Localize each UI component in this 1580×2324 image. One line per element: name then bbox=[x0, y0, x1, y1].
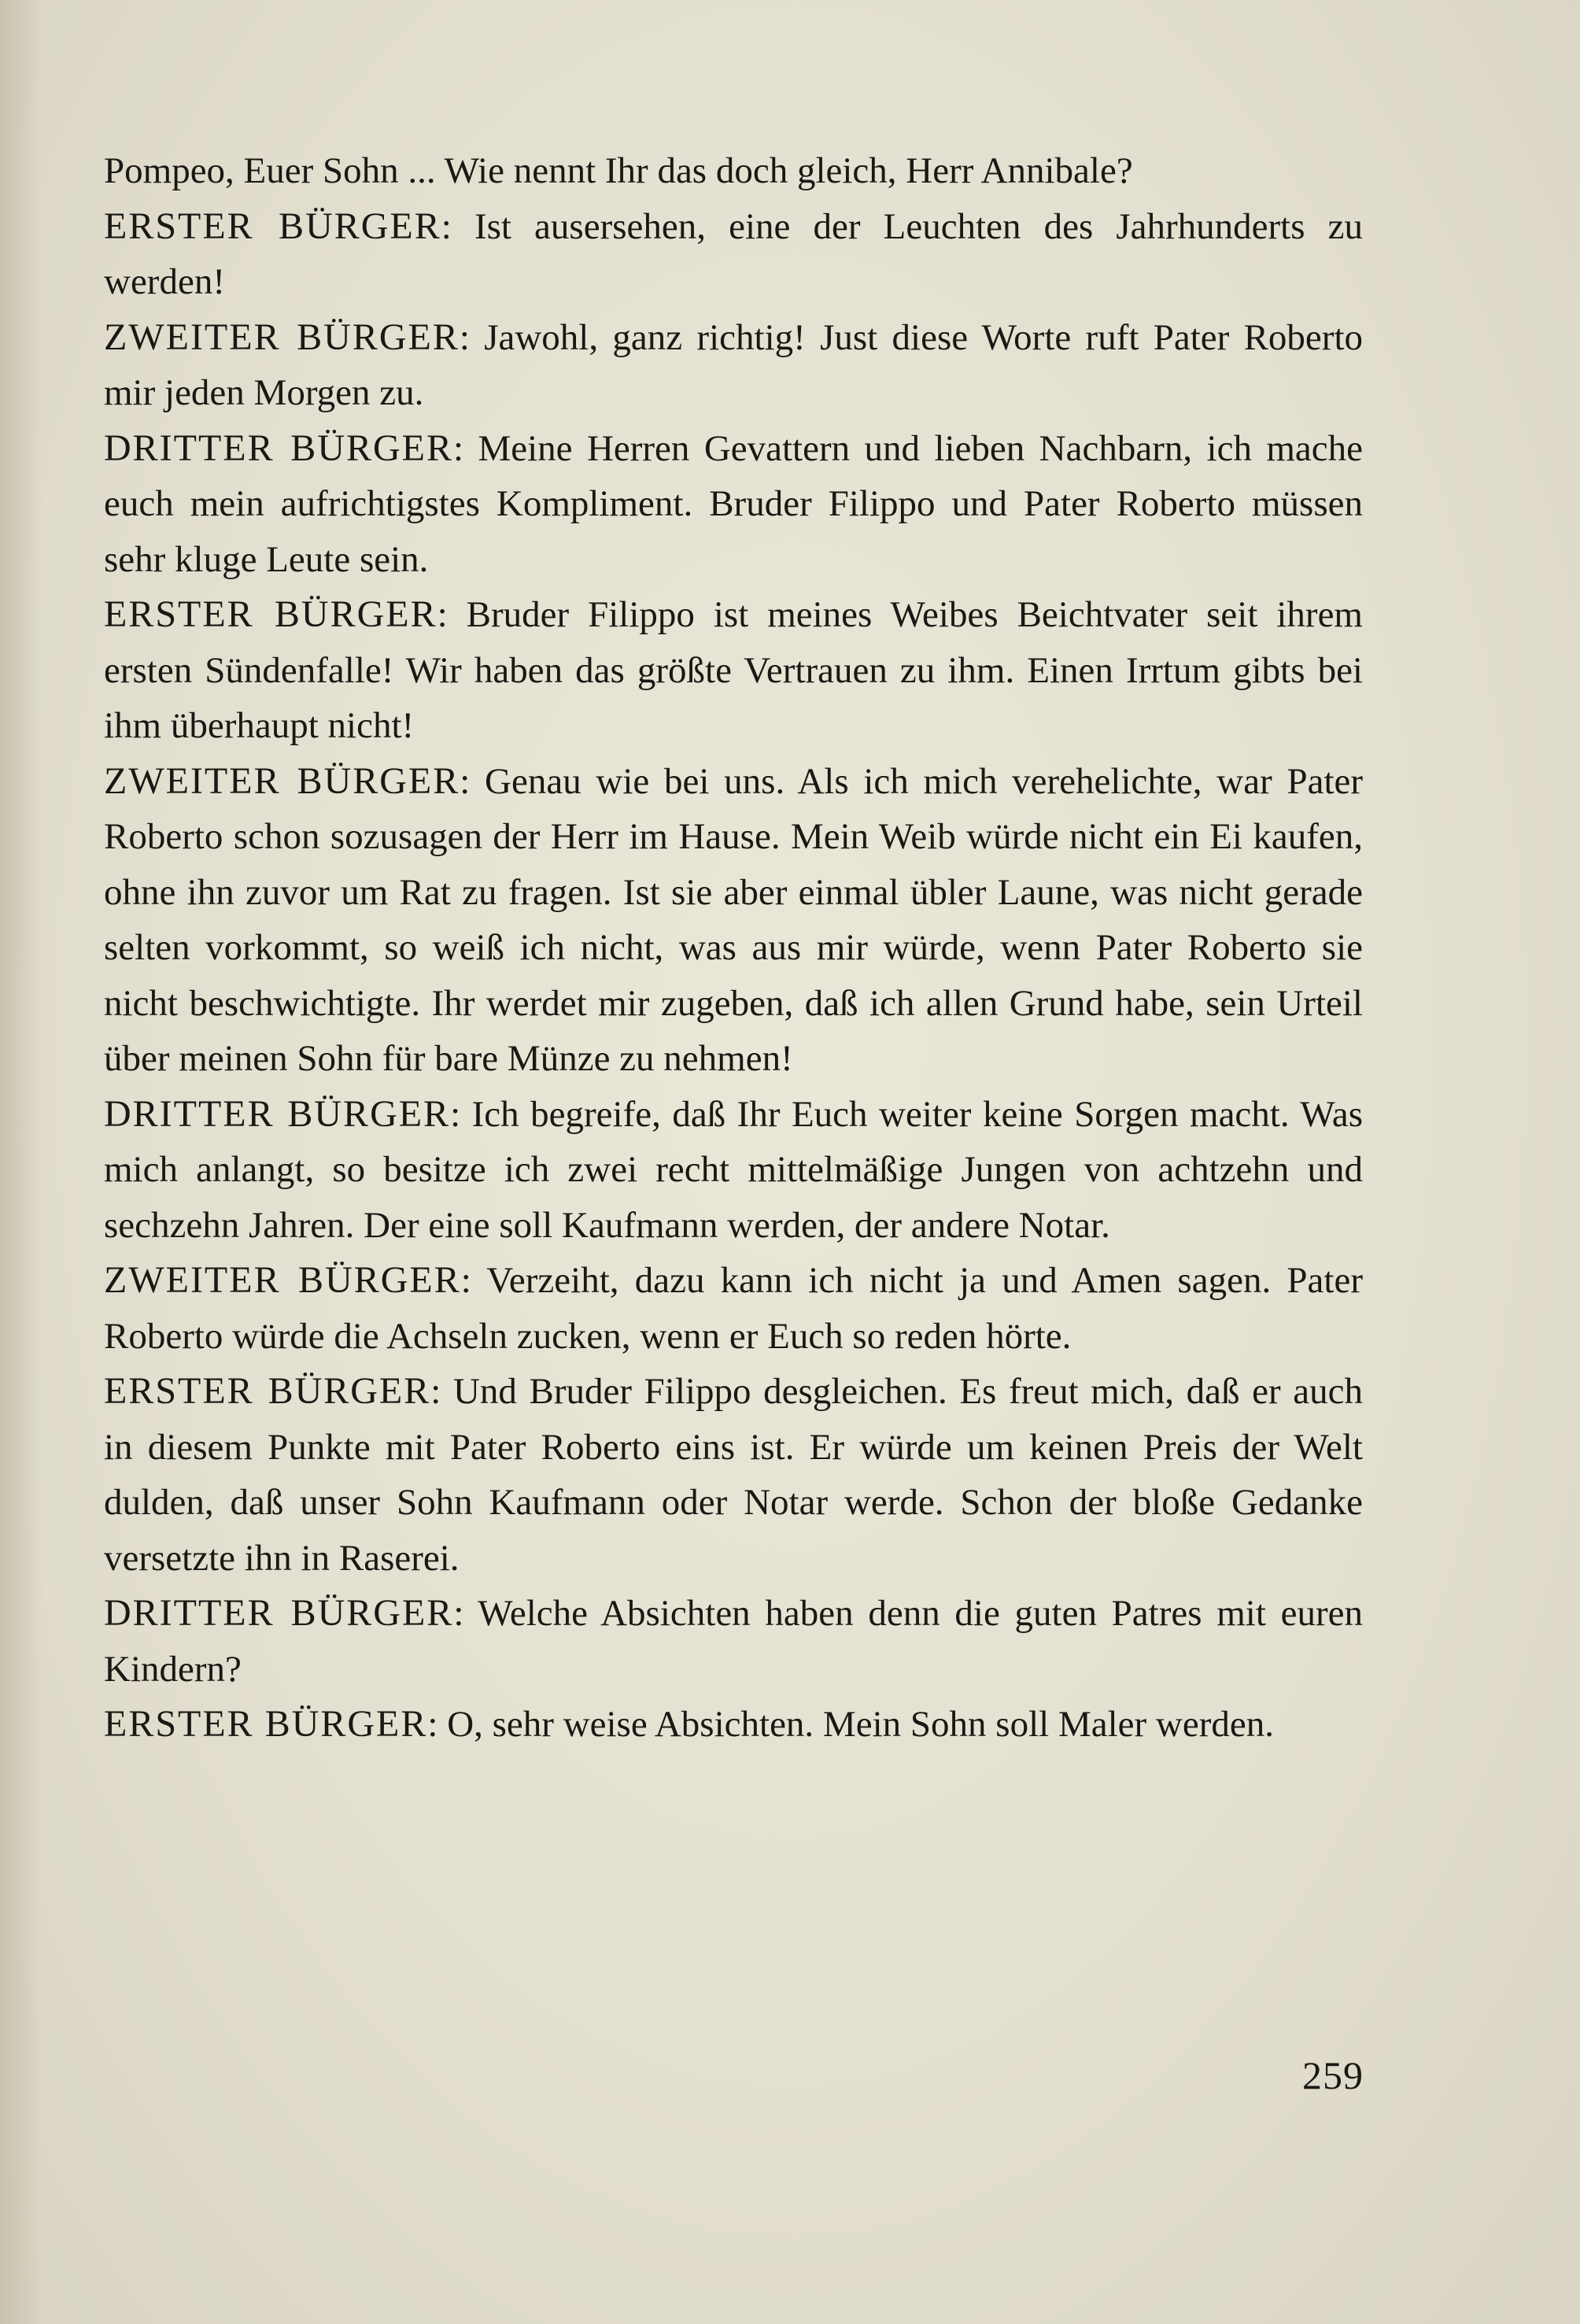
speech-text: Ich begreife, daß Ihr Euch weiter keine Sorgen macht. Was mich anlangt, so besitze ich zwei recht mittelmäßige Jungen von achtzehn und sechzehn Jahren. Der eine soll Kaufmann werden, der andere Notar. bbox=[104, 1093, 1363, 1246]
dialogue-text bbox=[104, 143, 1363, 1753]
speech-text: Pompeo, Euer Sohn ... Wie nennt Ihr das doch gleich, Herr Annibale? bbox=[104, 150, 1133, 191]
speaker-name: ZWEITER BÜRGER bbox=[104, 316, 460, 358]
speech: ERSTER BÜRGER: Bruder Filippo ist meines Weibes Beichtvater seit ihrem ersten Sündenfalle! Wir haben das größte Vertrauen zu ihm. Einen Irrtum gibts bei ihm überhaupt nicht! bbox=[104, 593, 1363, 746]
speaker-name: ERSTER BÜRGER bbox=[104, 1370, 431, 1412]
speech-continuation bbox=[104, 143, 1363, 199]
speaker-name: ZWEITER BÜRGER bbox=[104, 1259, 461, 1301]
speech: ZWEITER BÜRGER: Genau wie bei uns. Als ich mich verehelichte, war Pater Roberto schon sozusagen der Herr im Hause. Mein Weib würde nicht ein Ei kaufen, ohne ihn zuvor um Rat zu fragen. Ist sie aber einmal übler Laune, was nicht gerade selten vorkommt, so weiß ich nicht, was aus mir würde, wenn Pater Roberto sie nicht beschwichtigte. Ihr werdet mir zugeben, daß ich allen Grund habe, sein Urteil über meinen Sohn für bare Münze zu nehmen! bbox=[104, 759, 1364, 1079]
speech-text: Und Bruder Filippo desgleichen. Es freut mich, daß er auch in diesem Punkte mit Pater Roberto eins ist. Er würde um keinen Preis der Welt dulden, daß unser Sohn Kaufmann oder Notar werde. Schon der bloße Gedanke versetzte ihn in Raserei. bbox=[104, 1371, 1363, 1579]
speaker-name: DRITTER BÜRGER bbox=[104, 427, 453, 469]
speech: ERSTER BÜRGER: Ist ausersehen, eine der Leuchten des Jahrhunderts zu werden! bbox=[104, 205, 1363, 302]
speaker-name: ZWEITER BÜRGER bbox=[104, 759, 460, 802]
speech: ZWEITER BÜRGER: Verzeiht, dazu kann ich nicht ja und Amen sagen. Pater Roberto würde die Achseln zucken, wenn er Euch so reden hörte. bbox=[104, 1259, 1363, 1357]
speech-text: Meine Herren Gevattern und lieben Nachbarn, ich mache euch mein aufrichtigstes Kompliment. Bruder Filippo und Pater Roberto müssen sehr kluge Leute sein. bbox=[104, 427, 1363, 580]
speech: ZWEITER BÜRGER: Jawohl, ganz richtig! Just diese Worte ruft Pater Roberto mir jeden Morgen zu. bbox=[104, 316, 1364, 413]
speech: DRITTER BÜRGER: Meine Herren Gevattern und lieben Nachbarn, ich mache euch mein aufrichtigstes Kompliment. Bruder Filippo und Pater Roberto müssen sehr kluge Leute sein. bbox=[104, 427, 1363, 580]
speech: ERSTER BÜRGER: O, sehr weise Absichten. Mein Sohn soll Maler werden. bbox=[104, 1703, 1274, 1745]
speech: ERSTER BÜRGER: Und Bruder Filippo desgleichen. Es freut mich, daß er auch in diesem Punkte mit Pater Roberto eins ist. Er würde um keinen Preis der Welt dulden, daß unser Sohn Kaufmann oder Notar werde. Schon der bloße Gedanke versetzte ihn in Raserei. bbox=[104, 1370, 1363, 1579]
page-number: 259 bbox=[1302, 2053, 1364, 2097]
speech-text: Verzeiht, dazu kann ich nicht ja und Amen sagen. Pater Roberto würde die Achseln zucken, wenn er Euch so reden hörte. bbox=[104, 1260, 1363, 1357]
speech-text: O, sehr weise Absichten. Mein Sohn soll Maler werden. bbox=[447, 1704, 1274, 1745]
speech-text: Genau wie bei uns. Als ich mich verehelichte, war Pater Roberto schon sozusagen der Herr im Hause. Mein Weib würde nicht ein Ei kaufen, ohne ihn zuvor um Rat zu fragen. Ist sie aber einmal übler Laune, was nicht gerade selten vorkommt, so weiß ich nicht, was aus mir würde, wenn Pater Roberto sie nicht beschwichtigte. Ihr werdet mir zugeben, daß ich allen Grund habe, sein Urteil über meinen Sohn für bare Münze zu nehmen! bbox=[104, 760, 1364, 1079]
speech-text: Bruder Filippo ist meines Weibes Beichtvater seit ihrem ersten Sündenfalle! Wir haben das größte Vertrauen zu ihm. Einen Irrtum gibts bei ihm überhaupt nicht! bbox=[104, 594, 1363, 746]
speaker-name: ERSTER BÜRGER bbox=[104, 593, 437, 635]
speaker-name: ERSTER BÜRGER bbox=[104, 205, 441, 247]
speech-text: Ist ausersehen, eine der Leuchten des Jahrhunderts zu werden! bbox=[104, 205, 1363, 302]
speaker-name: ERSTER BÜRGER bbox=[104, 1703, 428, 1745]
speaker-name: DRITTER BÜRGER bbox=[104, 1592, 454, 1634]
speech-text: Welche Absichten haben denn die guten Patres mit euren Kindern? bbox=[104, 1593, 1364, 1690]
speech: DRITTER BÜRGER: Welche Absichten haben denn die guten Patres mit euren Kindern? bbox=[104, 1592, 1364, 1690]
speech-text: Jawohl, ganz richtig! Just diese Worte ruft Pater Roberto mir jeden Morgen zu. bbox=[104, 316, 1364, 413]
speaker-name: DRITTER BÜRGER bbox=[104, 1092, 451, 1135]
speech: DRITTER BÜRGER: Ich begreife, daß Ihr Euch weiter keine Sorgen macht. Was mich anlangt, so besitze ich zwei recht mittelmäßige Jungen von achtzehn und sechzehn Jahren. Der eine soll Kaufmann werden, der andere Notar. bbox=[104, 1092, 1363, 1246]
